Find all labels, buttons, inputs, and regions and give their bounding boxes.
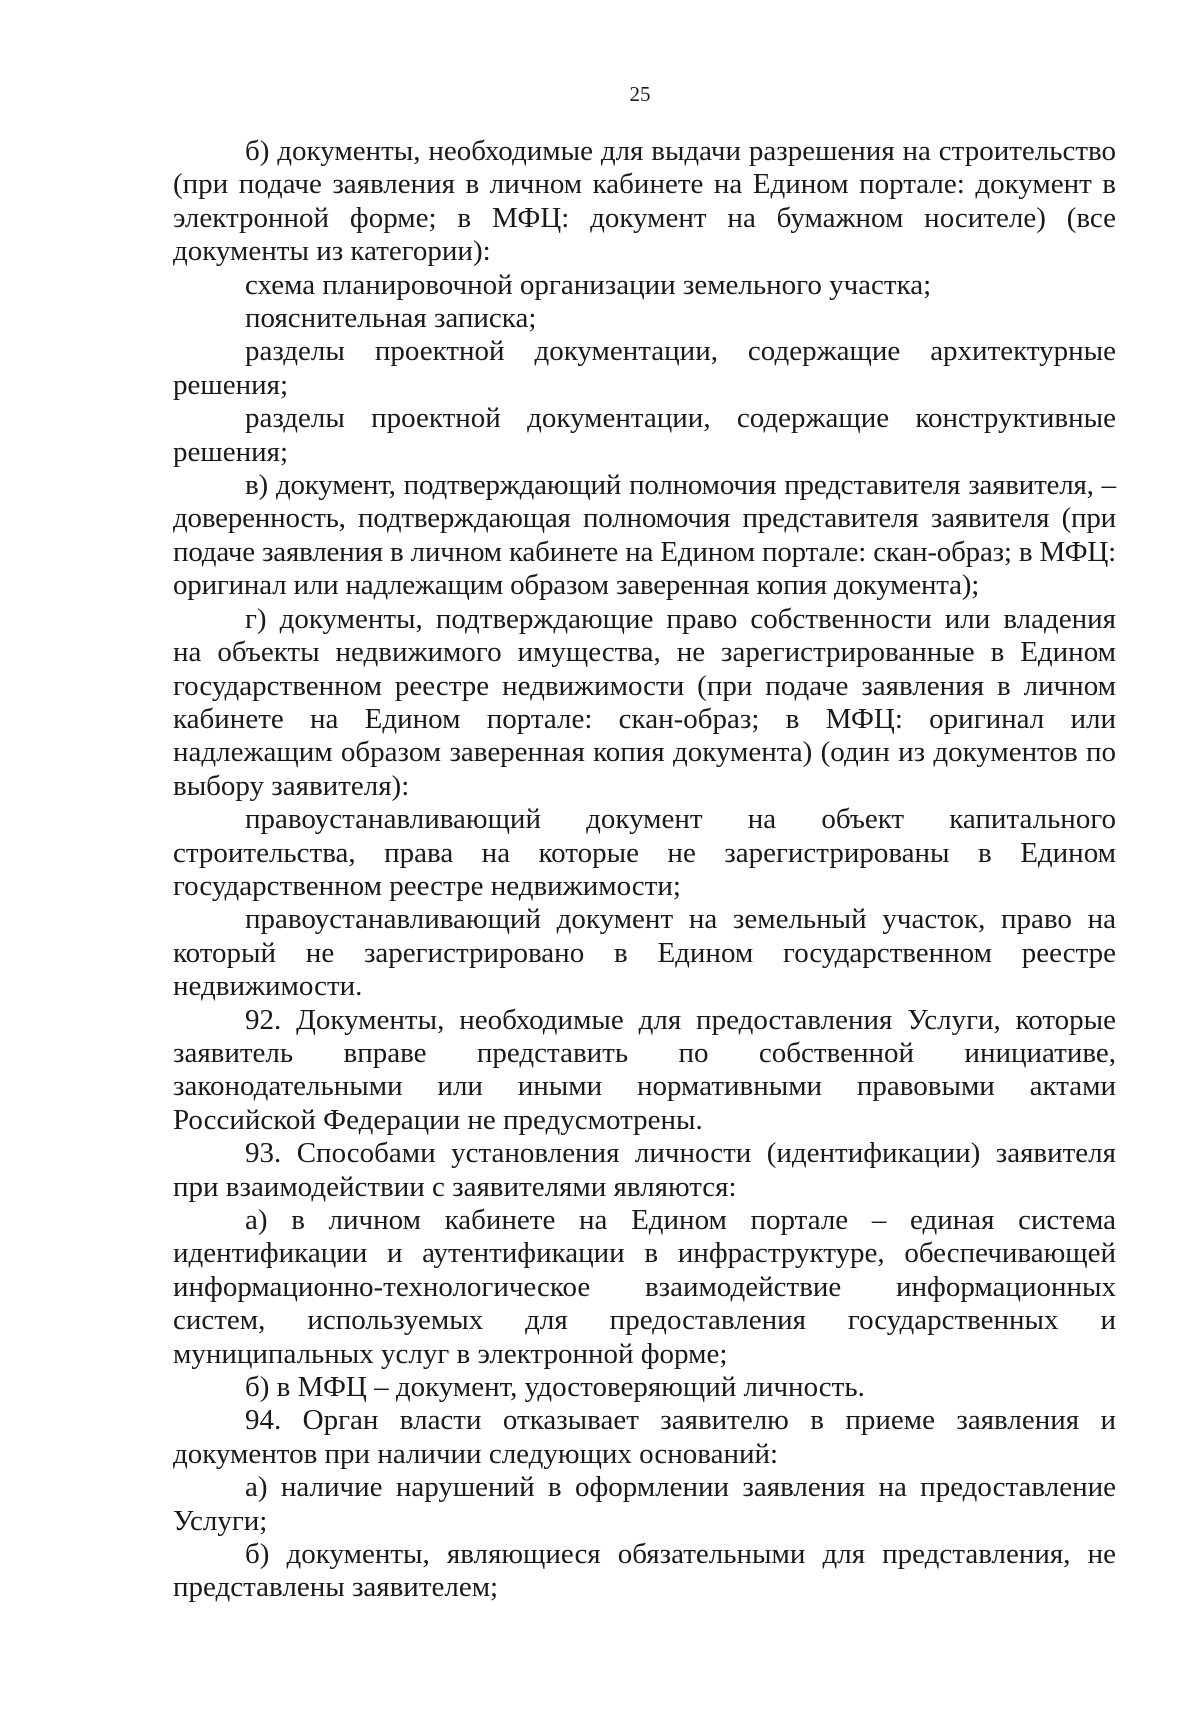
list-item-structural-sections: разделы проектной документации, содержащие конструктивные решения; xyxy=(173,402,1116,468)
list-item-land-plot-title: правоустанавливающий документ на земельный участок, право на который не зарегистрировано в Едином государственном реестре недвижимости. xyxy=(173,903,1116,1003)
list-item-architectural-sections: разделы проектной документации, содержащие архитектурные решения; xyxy=(173,335,1116,401)
paragraph-v-authority-document: в) документ, подтверждающий полномочия представителя заявителя, – доверенность, подтверждающая полномочия представителя заявителя (при подаче заявления в личном кабинете на Едином портале: скан-образ; в МФЦ: оригинал или надлежащим образом заверенная копия документа); xyxy=(173,469,1116,602)
paragraph-b-building-permit-documents: б) документы, необходимые для выдачи разрешения на строительство (при подаче заявления в личном кабинете на Едином портале: документ в электронной форме; в МФЦ: документ на бумажном носителе) (все документы из категории): xyxy=(173,135,1116,268)
page-number: 25 xyxy=(629,82,651,106)
paragraph-g-ownership-documents: г) документы, подтверждающие право собственности или владения на объекты недвижимого имущества, не зарегистрированные в Едином государственном реестре недвижимости (при подаче заявления в личном кабинете на Едином портале: скан-образ; в МФЦ: оригинал или надлежащим образом заверенная копия документа) (один из документов по выбору заявителя): xyxy=(173,602,1116,802)
document-body xyxy=(173,135,1116,1605)
list-item-explanatory-note: пояснительная записка; xyxy=(245,302,537,335)
list-item-site-plan: схема планировочной организации земельного участка; xyxy=(245,268,932,301)
paragraph-94-b: б) документы, являющиеся обязательными для представления, не представлены заявителем; xyxy=(173,1538,1116,1604)
paragraph-93-b: б) в МФЦ – документ, удостоверяющий личность. xyxy=(245,1371,865,1404)
paragraph-94: 94. Орган власти отказывает заявителю в приеме заявления и документов при наличии следующих оснований: xyxy=(173,1404,1116,1470)
paragraph-93-a: а) в личном кабинете на Едином портале – единая система идентификации и аутентификации в инфраструктуре, обеспечивающей информационно-технологическое взаимодействие информационных систем, используемых для предоставления государственных и муниципальных услуг в электронной форме; xyxy=(173,1204,1116,1370)
paragraph-92: 92. Документы, необходимые для предоставления Услуги, которые заявитель вправе представить по собственной инициативе, законодательными или иными нормативными правовыми актами Российской Федерации не предусмотрены. xyxy=(173,1003,1116,1136)
paragraph-93: 93. Способами установления личности (идентификации) заявителя при взаимодействии с заявителями являются: xyxy=(173,1137,1116,1203)
list-item-capital-construction-title: правоустанавливающий документ на объект капитального строительства, права на которые не зарегистрированы в Едином государственном реестре недвижимости; xyxy=(173,803,1116,902)
paragraph-94-a: а) наличие нарушений в оформлении заявления на предоставление Услуги; xyxy=(173,1471,1116,1537)
